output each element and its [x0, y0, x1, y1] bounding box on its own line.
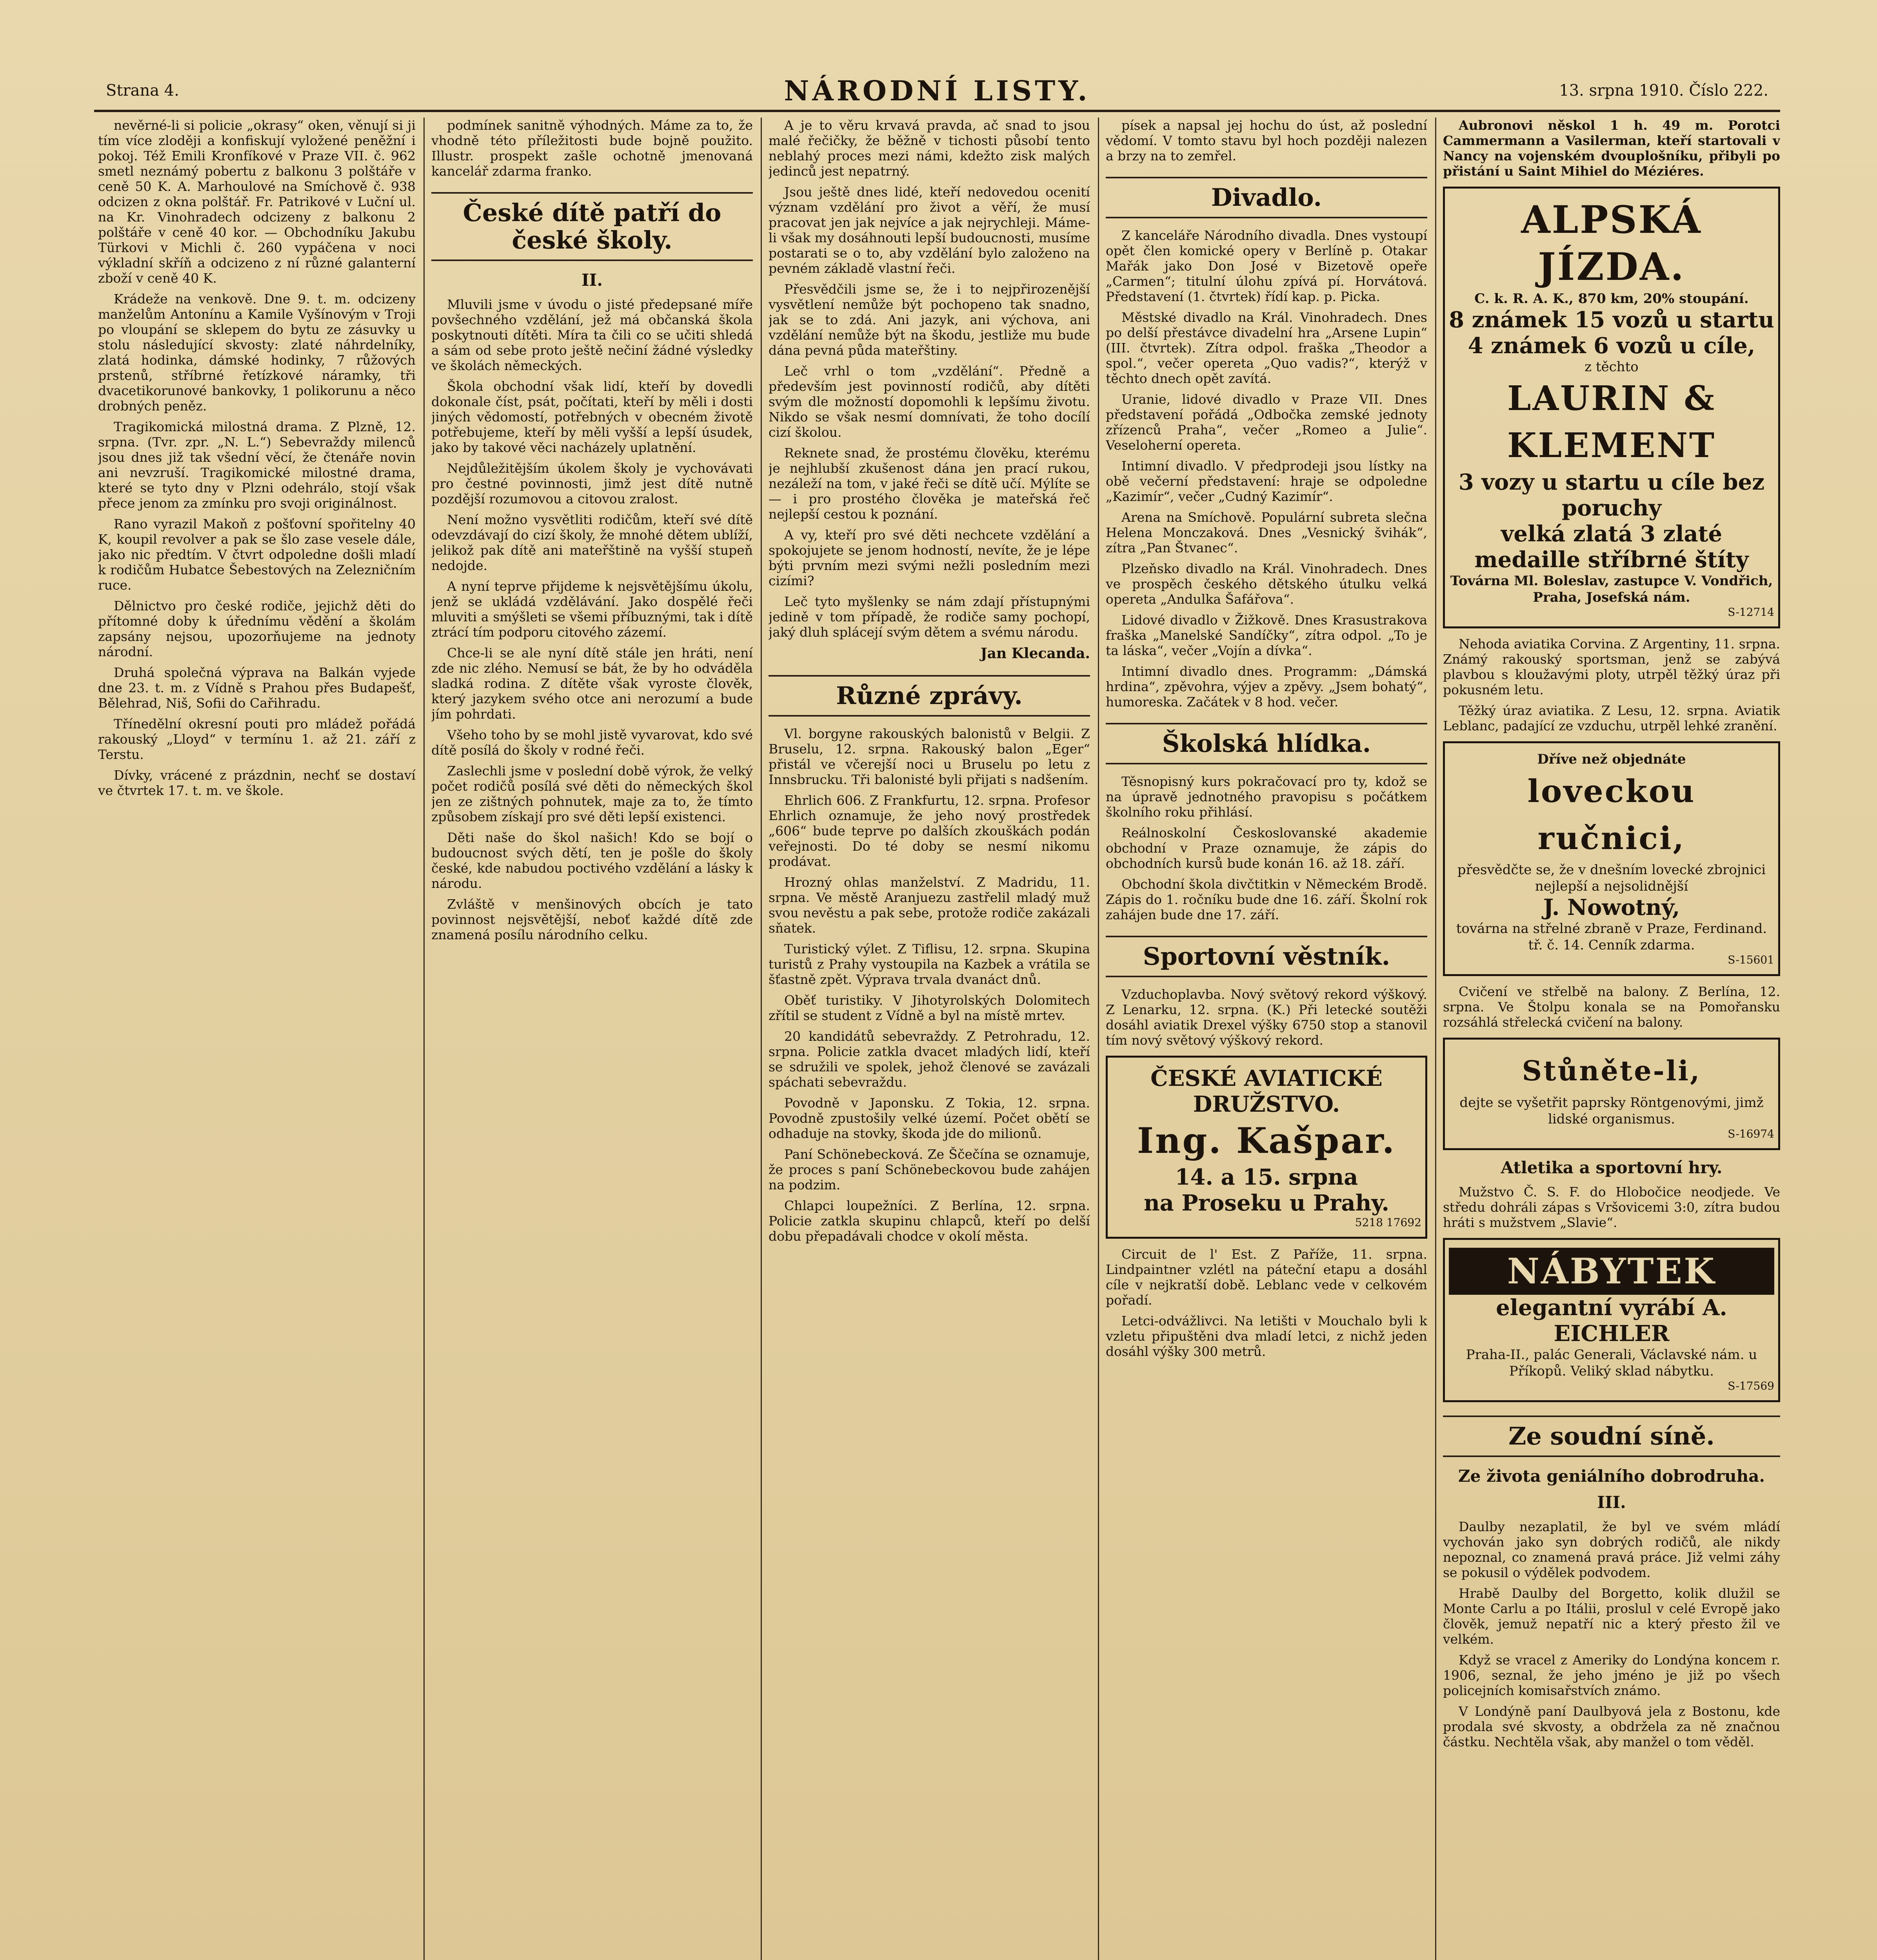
ad-subtitle: elegantní vyrábí A. EICHLER	[1496, 1295, 1727, 1347]
section-headline: Ze soudní síně.	[1443, 1416, 1780, 1457]
ad-title: loveckou ručnici,	[1527, 773, 1696, 857]
article-paragraph: Hrabě Daulby del Borgetto, kolik dlužil se Monte Carlu a po Itálii, proslul v celé Evropě jako člověk, jemuž nepatří nic a který přesto žil ve velkém.	[1443, 1586, 1780, 1647]
column-divider	[1098, 118, 1099, 1960]
ad-footer: továrna na střelné zbraně v Praze, Ferdinand. tř. č. 14. Cenník zdarma.	[1456, 921, 1767, 953]
ad-place: na Proseku u Prahy.	[1143, 1190, 1390, 1216]
ad-reference: S-16974	[1728, 1127, 1774, 1140]
section-headline: Sportovní věstník.	[1106, 936, 1427, 977]
news-item: Nehoda aviatika Corvina. Z Argentiny, 11. srpna. Známý rakouský sportsman, jenž se zabývá plavbou s kloužavými ploty, utrpěl těžký úraz při pokusném letu.	[1443, 636, 1780, 697]
article-paragraph: písek a napsal jej hochu do úst, až poslední vědomí. V tomto stavu byl hoch později nalezen a brzy na to zemřel.	[1106, 118, 1427, 163]
news-item: Hrozný ohlas manželství. Z Madridu, 11. srpna. Ve městě Aranjuezu zastřelil mladý muž svou nevěstu a pak sebe, protože rodiče zakázali sňatek.	[769, 875, 1090, 936]
article-paragraph: Nejdůležitějším úkolem školy je vychovávati pro čestné povinnosti, jimž jest dítě nutně pozdější rozumovou a citovou zralost.	[431, 461, 753, 506]
news-item: Lidové divadlo v Žižkově. Dnes Krasustrakova fraška „Manelské Sandíčky“, zítra odpol. „To je ta láska“, večer „Vojín a dívka“.	[1106, 612, 1427, 658]
news-item: Z kanceláře Národního divadla. Dnes vystoupí opět člen komické opery v Berlíně p. Otakar Mařák jako Don José v Bizetově opeře „Carmen“; titulní úlohu zpívá pí. Horvátová. Představení (1. čtvrtek) řídí kap. p. Picka.	[1106, 228, 1427, 304]
news-item: Plzeňsko divadlo na Král. Vinohradech. Dnes ve prospěch českého dětského útulku velká opereta „Andulka Šafářova“.	[1106, 561, 1427, 607]
news-item: Circuit de l' Est. Z Paříže, 11. srpna. Lindpaintner vzlétl na páteční etapu a dosáhl cíle v nejkratší době. Leblanc vede v celkovém pořadí.	[1106, 1247, 1427, 1308]
article-headline: České dítě patří do české školy.	[431, 192, 753, 261]
author-signature: Jan Klecanda.	[980, 645, 1090, 662]
ad-small: z těchto	[1584, 359, 1639, 375]
ad-line: 8 známek 15 vozů u startu	[1449, 307, 1774, 333]
news-item: Cvičení ve střelbě na balony. Z Berlína, 12. srpna. Ve Štolpu konala se na Pomořansku rozsáhlá střelecká cvičení na balony.	[1443, 984, 1780, 1030]
header-rule	[94, 110, 1780, 112]
news-item: Vzduchoplavba. Nový světový rekord výškový. Z Lenarku, 12. srpna. (K.) Při letecké soutěži dosáhl aviatik Drexel výšky 6750 stop a stanovil tím nový světový výškový rekord.	[1106, 987, 1427, 1048]
news-item: Letci-odvážlivci. Na letišti v Mouchalo byli k vzletu připuštěni dva mladí letci, z nichž jeden dosáhl výšky 300 metrů.	[1106, 1313, 1427, 1359]
news-item: Oběť turistiky. V Jihotyrolských Dolomitech zřítil se student z Vídně a byl na místě mrtev.	[769, 993, 1090, 1023]
article-paragraph: Chce-li se ale nyní dítě stále jen hráti, není zde nic zlého. Nemusí se bát, že by ho odváděla sladká rodina. Z dítěte však vyroste člověk, který jazykem svého otce ani nerozumí a bude jím pohrdati.	[431, 645, 753, 722]
news-item: Těsnopisný kurs pokračovací pro ty, kdož se na úpravě jednotného pravopisu s počátkem školního roku přihlásí.	[1106, 774, 1427, 820]
column-divider	[1435, 118, 1436, 1960]
article-part-number: II.	[581, 270, 603, 290]
column-divider	[423, 118, 425, 1960]
ad-line: 4 známek 6 vozů u cíle,	[1468, 333, 1755, 359]
column-1	[98, 118, 416, 1960]
ad-cars: 3 vozy u startu u cíle bez poruchy	[1458, 469, 1765, 521]
rifle-advertisement	[1443, 741, 1780, 976]
article-paragraph: Třínedělní okresní pouti pro mládež pořádá rakouský „Lloyd“ v termínu 1. až 21. září z Terstu.	[98, 716, 416, 762]
ad-subtitle: C. k. R. A. K., 870 km, 20% stoupání.	[1474, 291, 1749, 307]
news-item: Paní Schönebecková. Ze Ščečína se oznamuje, že proces s paní Schönebeckovou bude zahájen na podzim.	[769, 1147, 1090, 1192]
article-paragraph: A je to věru krvavá pravda, ač snad to jsou malé řečičky, že běžně v tichosti působí tento neblahý proces mezi námi, kdežto zisk malých jedinců jest nepatrný.	[769, 118, 1090, 179]
news-item: Reálnoskolní Českoslovanské akademie obchodní v Praze oznamuje, že zápis do obchodních kursů bude konán 16. až 18. září.	[1106, 825, 1427, 871]
article-paragraph: Škola obchodní však lidí, kteří by dovedli dokonale číst, psát, počítati, kteří by měli i dosti jiných vědomostí, potřebných v obecném životě potřebujeme, kteří by měli vyšší a lepší úsudek, jako by takové věci nacházely uplatnění.	[431, 379, 753, 455]
news-item: Těžký úraz aviatika. Z Lesu, 12. srpna. Aviatik Leblanc, padající ze vzduchu, utrpěl lehké zranění.	[1443, 703, 1780, 733]
news-item: Intimní divadlo. V předprodeji jsou lístky na obě večerní představení: hraje se odpoledne „Kazimír“, večer „Cudný Kazimír“.	[1106, 458, 1427, 504]
article-paragraph: Zaslechli jsme v poslední době výrok, že velký počet rodičů posílá své děti do německých škol jen ze zištných pohnutek, maje za to, že tímto způsobem získají pro své děti lepší existenci.	[431, 763, 753, 824]
ad-name: J. Nowotný,	[1543, 895, 1680, 920]
article-paragraph: Zvláště v menšinových obcích je tato povinnost nejsvětější, neboť každé dítě zde znamená posílu národního celku.	[431, 897, 753, 942]
news-item: Chlapci loupežníci. Z Berlína, 12. srpna. Policie zatkla skupinu chlapců, kteří po delší dobu přepadávali chodce v okolí města.	[769, 1198, 1090, 1244]
ad-reference: 5218 17692	[1355, 1216, 1421, 1229]
article-paragraph: Leč tyto myšlenky se nám zdají přístupnými jedině v tom případě, že rodiče samy pochopí, jaký dluh splácejí svým dětem a svému národu.	[769, 594, 1090, 640]
article-paragraph: Všeho toho by se mohl jistě vyvarovat, kdo své dítě posílá do školy v rodné řeči.	[431, 727, 753, 758]
column-divider	[761, 118, 762, 1960]
ad-name: Ing. Kašpar.	[1137, 1120, 1396, 1161]
page-header	[94, 71, 1780, 106]
section-headline: Divadlo.	[1106, 177, 1427, 218]
issue-date: 13. srpna 1910. Číslo 222.	[1559, 82, 1768, 100]
furniture-advertisement	[1443, 1238, 1780, 1402]
article-paragraph: Krádeže na venkově. Dne 9. t. m. odcizeny manželům Antonínu a Kamile Vyšínovým v Troji po vloupání se sklepem do bytu ze zásuvky u stolu následující skvosty: zlaté náhrdelníky, zlatá hodinka, dámské hodinky, 7 růžových prstenů, stříbrné řetízkové náramky, tři dvacetikorunové bankovky, 1 polikorunu a něco drobných peněz.	[98, 291, 416, 414]
ad-body: Praha-II., palác Generali, Václavské nám. u Příkopů. Veliký sklad nábytku.	[1466, 1347, 1757, 1379]
column-3	[769, 118, 1090, 1960]
news-item: Vl. borgyne rakouských balonistů v Belgii. Z Bruselu, 12. srpna. Rakouský balon „Eger“ přistál ve včerejší noci u Bruselu po letu z Innsbrucku. Tři balonisté byli přijati s nadšením.	[769, 726, 1090, 787]
ad-head: Dříve než objednáte	[1537, 751, 1686, 767]
article-paragraph: Tragikomická milostná drama. Z Plzně, 12. srpna. (Tvr. zpr. „N. L.“) Sebevraždy milenců jsou dnes již tak všední věcí, že čtenáře novin ani nevzruší. Tragikomické milostné drama, které se tyto dny v Plzni odehrálo, stojí však přece jenom za zmínku pro svoji originálnost.	[98, 419, 416, 511]
article-paragraph: Mluvili jsme v úvodu o jisté předepsané míře povšechného vzdělání, jež má občanská škola poskytnouti dítěti. Míra ta čili co se učiti shledá a sám od sebe proto ještě nečiní žádné výsledky ve školách německých.	[431, 297, 753, 373]
article-paragraph: Dívky, vrácené z prázdnin, nechť se dostaví ve čtvrtek 17. t. m. ve škole.	[98, 768, 416, 798]
ad-reference: S-15601	[1728, 953, 1774, 966]
ad-reference: S-12714	[1728, 606, 1774, 619]
news-item: 20 kandidátů sebevraždy. Z Petrohradu, 12. srpna. Policie zatkla dvacet mladých lidí, kteří se sdružili ve spolek, jehož členové se zavázali spáchati sebevraždu.	[769, 1029, 1090, 1090]
article-paragraph: nevěrné-li si policie „okrasy“ oken, věnují si ji tím více zloději a konfiskují vyložené peněžní i pokoj. Též Emili Kronfíkové v Praze VII. č. 962 smetl neznámý pobertu z balkonu 3 polštáře v ceně 50 K. A. Marhoulové na Smíchově č. 938 odcizen z okna polštář. Fr. Patrikové v Luční ul. na Kr. Vinohradech odcizeny z balkonu 2 polštáře v ceně 40 kor. — Obchodníku Jakubu Türkovi v Michli č. 260 vypáčena v noci výkladní skříň a odcizeno z ní různé galanterní zboží v ceně 40 K.	[98, 118, 416, 286]
news-item: Arena na Smíchově. Populární subreta slečna Helena Monczaková. Dnes „Vesnický švihák“, zítra „Pan Štvanec“.	[1106, 510, 1427, 555]
article-subtitle: Ze života geniálního dobrodruha.	[1458, 1466, 1765, 1486]
article-paragraph: Dělnictvo pro české rodiče, jejichž děti do přítomné doby k úřednímu vědění a školám zapsány nejsou, upozorňujeme na jednoty národní.	[98, 598, 416, 659]
article-paragraph: Daulby nezaplatil, že byl ve svém mládí vychován jako syn dobrých rodičů, ale nikdy nepoznal, co znamená pravá práce. Již velmi záhy se pokusil o výdělek podvodem.	[1443, 1519, 1780, 1580]
article-paragraph: Druhá společná výprava na Balkán vyjede dne 23. t. m. z Vídně s Prahou přes Budapešť, Bělehrad, Niš, Sofii do Cařihradu.	[98, 665, 416, 711]
news-item: Obchodní škola divčtitkin v Německém Brodě. Zápis do 1. ročníku bude dne 16. září. Školní rok zahájen bude dne 17. září.	[1106, 877, 1427, 922]
news-item: Turistický výlet. Z Tiflisu, 12. srpna. Skupina turistů z Prahy vystoupila na Kazbek a vrátila se šťastně zpět. Výprava trvala dvanáct dnů.	[769, 941, 1090, 987]
ad-reference: S-17569	[1728, 1379, 1774, 1392]
ad-brand: LAURIN & KLEMENT	[1507, 379, 1716, 465]
news-item: Uranie, lidové divadlo v Praze VII. Dnes představení pořádá „Odbočka zemské jednoty zřízenců Praha“, večer „Romeo a Julie“. Veseloherní opereta.	[1106, 392, 1427, 453]
article-paragraph: V Londýně paní Daulbyová jela z Bostonu, kde prodala své skvosty, a obdržela za ně značnou částku. Nechtěla však, aby manžel o tom věděl.	[1443, 1704, 1780, 1749]
news-item: Aubronovi něskol 1 h. 49 m. Porotci Cammermann a Vasilerman, kteří startovali v Nancy na vojenském dvouplošníku, přibyli po přistání u Saint Mihiel do Méziéres.	[1443, 118, 1780, 179]
section-subheadline: Atletika a sportovní hry.	[1501, 1158, 1723, 1177]
page-number: Strana 4.	[106, 82, 179, 100]
news-item: Mužstvo Č. S. F. do Hlobočice neodjede. Ve středu dohráli zápas s Vršovicemi 3:0, zítra budou hráti s mužstvem „Slavie“.	[1443, 1184, 1780, 1230]
ad-award: velká zlatá 3 zlaté medaille stříbrné štíty	[1474, 521, 1749, 573]
article-paragraph: Přesvědčili jsme se, že i to nejpřirozenější vysvětlení nemůže být pochopeno tak snadno, jak se to zdá. Ani jazyk, ani výchova, ani vzdělání nemůže být na škodu, jestliže mu bude dána pevná půda mateřštiny.	[769, 281, 1090, 358]
ad-body: dejte se vyšetřit paprsky Röntgenovými, jimž lidské organismus.	[1459, 1095, 1764, 1127]
article-paragraph: Leč vrhl o tom „vzdělání“. Předně a především jest povinností rodičů, aby dítěti svým dle možností dopomohli k lepšímu životu. Nikdo se však nesmí domnívati, že toho docílí cizí školou.	[769, 363, 1090, 440]
news-item: Intimní divadlo dnes. Programm: „Dámská hrdina“, zpěvohra, výjev a zpěvy. „Jsem bohatý“, humoreska. Začátek v 8 hod. večer.	[1106, 664, 1427, 710]
xray-advertisement	[1443, 1038, 1780, 1150]
ad-title: ALPSKÁ JÍZDA.	[1521, 198, 1702, 289]
article-paragraph: Reknete snad, že prostému člověku, kterému je nejhlubší zkušenost dána jen prací rukou, nezáleží na tom, v jaké řeči se dítě učí. Mýlíte se — i pro prostého člověka je mateřská řeč nejlepší cestou k poznání.	[769, 445, 1090, 522]
article-paragraph: Rano vyrazil Makoň z pošťovní spořitelny 40 K, koupil revolver a pak se šlo zase vesele dále, jako nic předtím. V čtvrt odpoledne došli mladí k rodičům Hubatce Šebestových na Zelezničním ruce.	[98, 516, 416, 593]
news-item: Městské divadlo na Král. Vinohradech. Dnes po delší přestávce divadelní hra „Arsene Lupin“ (III. čtvrtek). Zítra odpol. fraška „Theodor a spol.“, večer opereta „Quo vadis?“, kterýž v těchto dnech opět zavítá.	[1106, 310, 1427, 386]
article-paragraph: Není možno vysvětliti rodičům, kteří své dítě odevzdávají do cizí školy, že mnohé dětem ublíží, jelikož pak dítě ani mateřštině na vyšší stupeň nedojde.	[431, 512, 753, 573]
column-2	[431, 118, 753, 1960]
ad-body: přesvědčte se, že v dnešním lovecké zbrojnici nejlepší a nejsolidnější	[1457, 862, 1766, 894]
ad-footer: Továrna Ml. Boleslav, zastupce V. Vondřich, Praha, Josefská nám.	[1450, 573, 1773, 605]
news-item: Povodně v Japonsku. Z Tokia, 12. srpna. Povodně zpustošily velké území. Počet obětí se odhaduje na stovky, škoda jde do milionů.	[769, 1095, 1090, 1141]
ad-date: 14. a 15. srpna	[1175, 1164, 1358, 1190]
ad-title: NÁBYTEK	[1449, 1248, 1774, 1295]
news-item: Ehrlich 606. Z Frankfurtu, 12. srpna. Profesor Ehrlich oznamuje, že jeho nový prostředek „606“ bude teprve po dalších zkouškách podán veřejnosti. Do té doby se nesmí nikomu prodávat.	[769, 793, 1090, 869]
article-paragraph: A vy, kteří pro své děti nechcete vzdělání a spokojujete se jenom hodností, nevíte, že je lépe býti prvním mezi svými nežli posledním mezi cizími?	[769, 527, 1090, 588]
article-paragraph: Jsou ještě dnes lidé, kteří nedovedou ocenití význam vzdělání pro život a věří, že musí pracovat jen jak nejvíce a jak nejrychleji. Máme-li však my dosáhnouti lepší budoucnosti, musíme postarati se o to, aby vzdělání bylo založeno na pevném základě vlastní řeči.	[769, 184, 1090, 276]
column-5	[1443, 118, 1780, 1960]
section-headline: Různé zprávy.	[769, 675, 1090, 717]
article-paragraph: podmínek sanitně výhodných. Máme za to, že vhodně této příležitosti bude bojně použito. Illustr. prospekt zašle ochotně jmenovaná kancelář zdarma franko.	[431, 118, 753, 179]
ad-title: Stůněte-li,	[1522, 1054, 1701, 1087]
laurin-klement-advertisement	[1443, 187, 1780, 628]
column-4	[1106, 118, 1427, 1960]
article-paragraph: Děti naše do škol našich! Kdo se bojí o budoucnost svých dětí, ten je pošle do školy české, kde nabudou poctivého vzdělání a lásky k národu.	[431, 830, 753, 891]
article-paragraph: Když se vracel z Ameriky do Londýna koncem r. 1906, seznal, že jeho jméno je již po všech policejních komisařstvích známo.	[1443, 1652, 1780, 1698]
article-paragraph: A nyní teprve přijdeme k nejsvětějšímu úkolu, jenž se ukládá vzdělávání. Jako dospělé řeči mluviti a smýšleti se všemi příbuznými, tak i dítě ztrácí tím podporu citového zázemí.	[431, 579, 753, 640]
aviation-advertisement	[1106, 1056, 1427, 1239]
section-headline: Školská hlídka.	[1106, 723, 1427, 764]
masthead-title: NÁRODNÍ LISTY.	[784, 74, 1090, 107]
article-part-number: III.	[1597, 1493, 1626, 1512]
ad-title: ČESKÉ AVIATICKÉ DRUŽSTVO.	[1150, 1065, 1383, 1117]
